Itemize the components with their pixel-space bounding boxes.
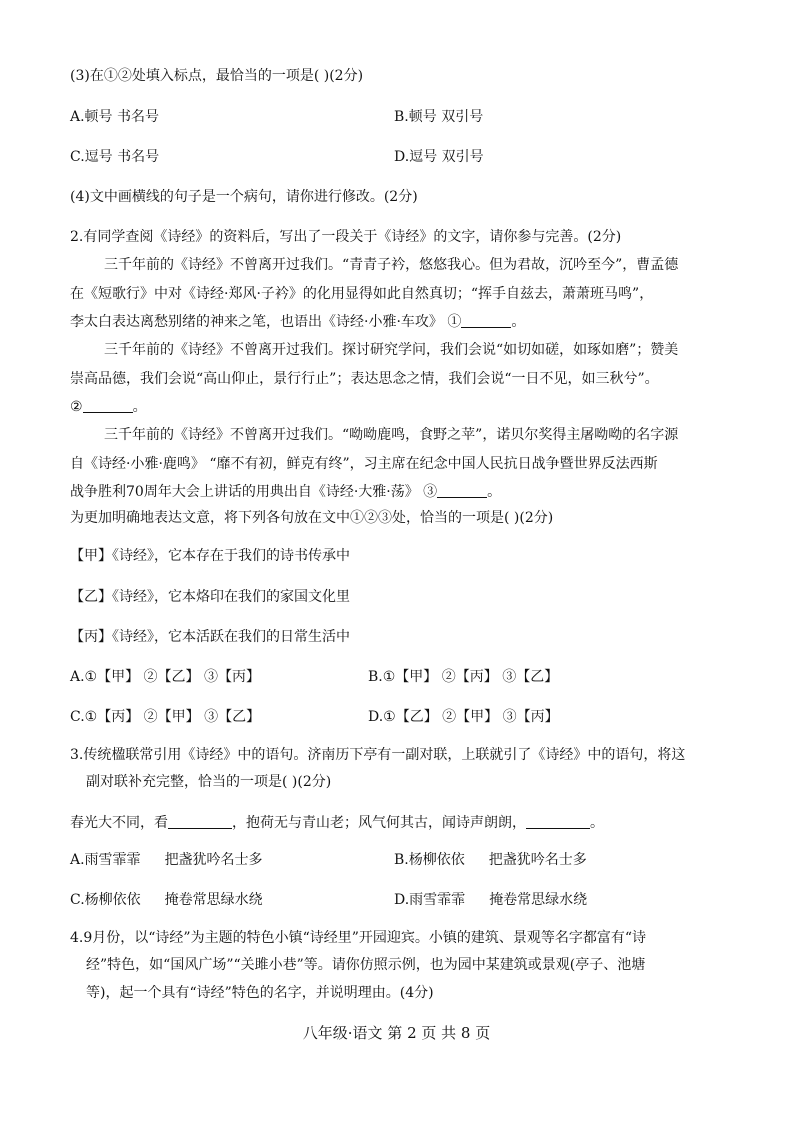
q4-stem: (4)文中画横线的句子是一个病句，请你进行修改。(2分) xyxy=(70,189,418,205)
q2-para1-line1: 三千年前的《诗经》不曾离开过我们。“青青子衿，悠悠我心。但为君故，沉吟至今”，曹孟德 xyxy=(104,257,679,273)
q2-para1-line3 xyxy=(70,312,525,332)
couplet-blank-2[interactable] xyxy=(526,814,590,829)
answer-blank-3[interactable] xyxy=(437,483,487,498)
couplet-line xyxy=(70,813,604,833)
q3-stem: (3)在①②处填入标点，最恰当的一项是( )(2分) xyxy=(70,68,364,84)
q2-option-d: D.①【乙】 ②【甲】 ③【丙】 xyxy=(368,709,559,725)
answer-blank-2[interactable] xyxy=(83,398,133,413)
q3b-option-c xyxy=(70,890,263,910)
q2-para2-line3-end: 。 xyxy=(132,399,147,415)
q2-sentence-bing: 【丙】《诗经》，它本活跃在我们的日常生活中 xyxy=(70,629,350,645)
q3b-stem-line2: 副对联补充完整，恰当的一项是( )(2分) xyxy=(86,774,332,790)
answer-blank-1[interactable] xyxy=(461,313,511,328)
q3b-option-c-second: 掩卷常思绿水绕 xyxy=(164,892,263,908)
q3b-option-d-first: D.雨雪霏霏 xyxy=(394,892,466,908)
q2-option-c: C.①【丙】 ②【甲】 ③【乙】 xyxy=(70,709,261,725)
q2-para3-line3 xyxy=(70,482,501,502)
q2-para1-line2: 在《短歌行》中对《诗经·郑风·子衿》的化用显得如此自然真切；“挥手自兹去，萧萧班马鸣”， xyxy=(70,286,654,302)
q3b-stem-line1: 3.传统楹联常引用《诗经》中的语句。济南历下亭有一副对联，上联就引了《诗经》中的语句，将这 xyxy=(70,747,686,763)
q3b-option-a-first: A.雨雪霏霏 xyxy=(70,852,141,868)
q3b-option-b xyxy=(394,850,587,870)
q3-option-b: B.顿号 双引号 xyxy=(394,109,484,125)
q2-para3-line3-end: 。 xyxy=(487,484,502,500)
q2-para2-line3 xyxy=(70,397,147,417)
q2-sentence-yi: 【乙】《诗经》，它本烙印在我们的家国文化里 xyxy=(70,589,350,605)
q2-para3-line2: 自《诗经·小雅·鹿鸣》 “靡不有初，鲜克有终”，习主席在纪念中国人民抗日战争暨世界反法西斯 xyxy=(70,456,658,472)
q3-option-d: D.逗号 双引号 xyxy=(394,149,484,165)
q2-option-a: A.①【甲】 ②【乙】 ③【丙】 xyxy=(70,669,261,685)
q2-sentence-jia: 【甲】《诗经》，它本存在于我们的诗书传承中 xyxy=(70,548,350,564)
q3b-option-b-first: B.杨柳依依 xyxy=(394,852,465,868)
q4b-line1: 4.9月份，以“诗经”为主题的特色小镇“诗经里”开园迎宾。小镇的建筑、景观等名字都富有“诗 xyxy=(70,930,647,946)
q4b-line2: 经”特色，如“国风广场”“关雎小巷”等。请你仿照示例，也为园中某建筑或景观(亭子、池塘 xyxy=(86,957,646,973)
q3b-option-d-second: 掩卷常思绿水绕 xyxy=(489,892,588,908)
q3b-option-c-first: C.杨柳依依 xyxy=(70,892,141,908)
q3-option-a: A.顿号 书名号 xyxy=(70,109,160,125)
q2-stem: 2.有同学查阅《诗经》的资料后，写出了一段关于《诗经》的文字，请你参与完善。(2分) xyxy=(70,229,622,245)
q2-para1-line3-text: 李太白表达离愁别绪的神来之笔，也语出《诗经·小雅·车攻》 ① xyxy=(70,314,462,330)
q3b-option-a xyxy=(70,850,263,870)
q2-para2-line2: 崇高品德，我们会说“高山仰止，景行行止”；表达思念之情，我们会说“一日不见，如三秋兮”。 xyxy=(70,371,659,387)
q2-para2-line3-start: ② xyxy=(70,399,83,415)
q3b-option-a-second: 把盏犹吟名士多 xyxy=(164,852,263,868)
q3b-option-d xyxy=(394,890,587,910)
q2-para2-line1: 三千年前的《诗经》不曾离开过我们。探讨研究学问，我们会说“如切如磋，如琢如磨”；赞美 xyxy=(104,342,679,358)
q3-option-c: C.逗号 书名号 xyxy=(70,149,160,165)
q2-para1-line3-end: 。 xyxy=(511,314,526,330)
couplet-part-b: ，抱荷无与青山老；风气何其古，闻诗声朗朗， xyxy=(232,815,526,831)
page-footer: 八年级·语文 第 2 页 共 8 页 xyxy=(302,1024,491,1042)
q4b-line3: 等)，起一个具有“诗经”特色的名字，并说明理由。(4分) xyxy=(86,985,434,1001)
couplet-part-c: 。 xyxy=(590,815,604,831)
q2-para3-line1: 三千年前的《诗经》不曾离开过我们。“呦呦鹿鸣，食野之苹”，诺贝尔奖得主屠呦呦的名字源 xyxy=(104,427,679,443)
couplet-blank-1[interactable] xyxy=(168,814,232,829)
q2-question: 为更加明确地表达文意，将下列各句放在文中①②③处，恰当的一项是( )(2分) xyxy=(70,510,554,526)
q3b-option-b-second: 把盏犹吟名士多 xyxy=(488,852,587,868)
couplet-part-a: 春光大不同，看 xyxy=(70,815,168,831)
q2-para3-line3-text: 战争胜利70周年大会上讲话的用典出自《诗经·大雅·荡》 ③ xyxy=(70,484,438,500)
q2-option-b: B.①【甲】 ②【丙】 ③【乙】 xyxy=(368,669,559,685)
